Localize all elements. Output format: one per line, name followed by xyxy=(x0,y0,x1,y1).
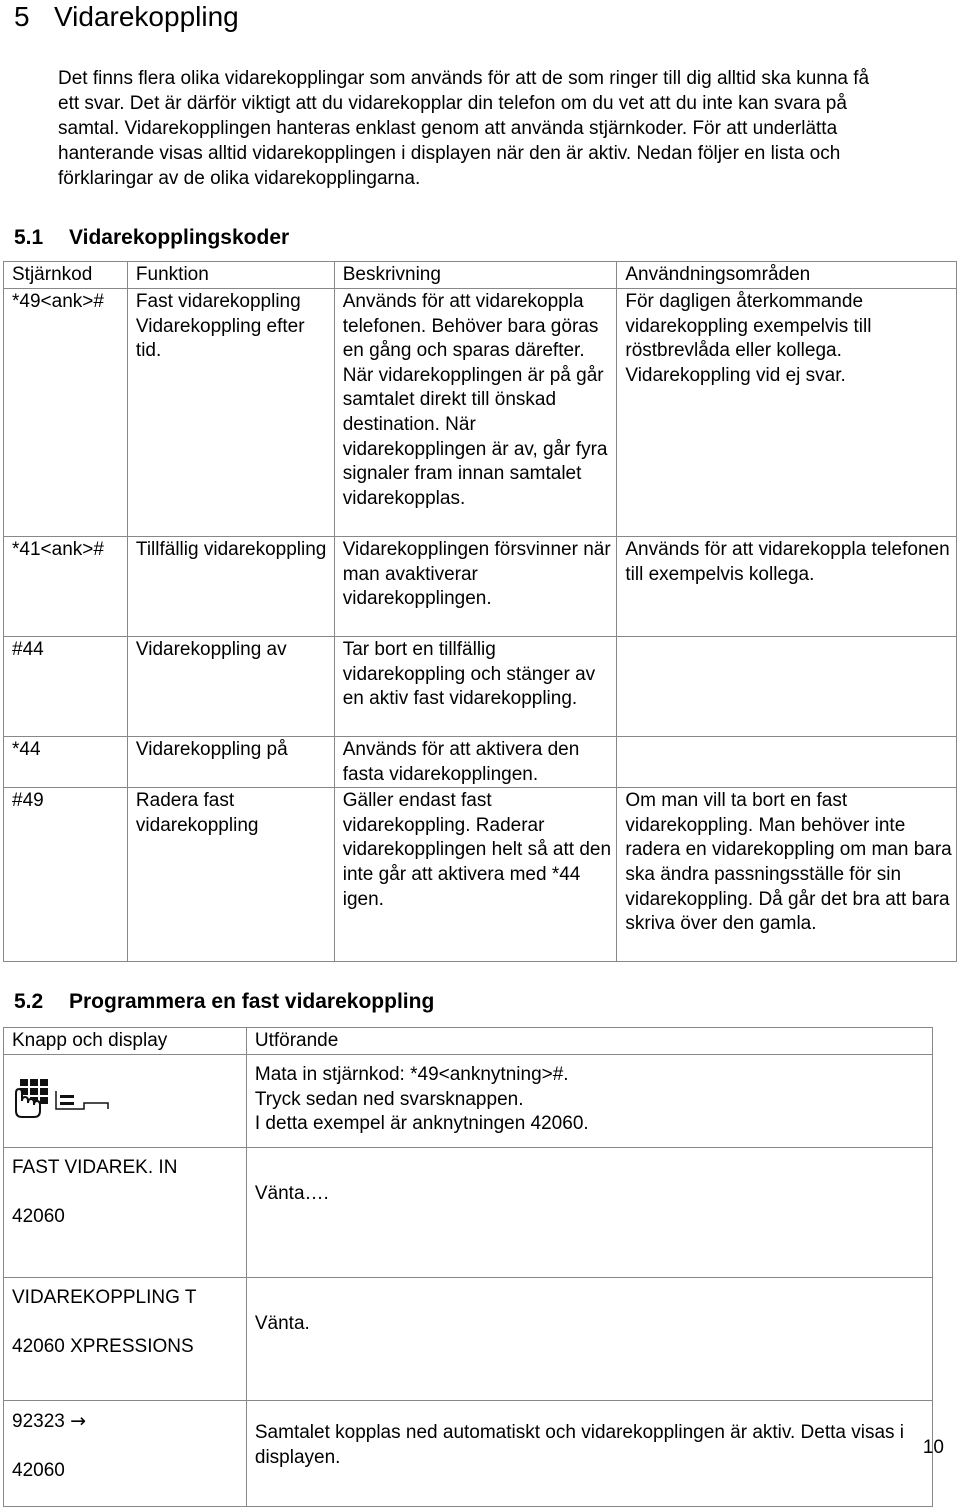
table-row xyxy=(4,1148,933,1278)
page-number: 10 xyxy=(922,1437,944,1458)
action-cell: Vänta. xyxy=(246,1278,932,1401)
header-cell: Stjärnkod xyxy=(4,262,128,289)
description-cell: Vidarekopplingen försvinner när man avaktiverar vidarekopplingen. xyxy=(334,537,617,637)
function-cell: Vidarekoppling av xyxy=(127,637,334,737)
table-row xyxy=(4,537,957,637)
display-line: VIDAREKOPPLING T xyxy=(12,1287,197,1308)
section-number: 5.2 xyxy=(14,990,44,1013)
function-cell: Radera fast vidarekoppling xyxy=(127,788,334,962)
display-line: 42060 xyxy=(12,1459,65,1481)
usage-cell: Om man vill ta bort en fast vidarekoppling. Man behöver inte radera en vidarekoppling om man bara ska ändra passningsställe för sin vidarekoppling. Då går det bra att bara skriva över den gamla. xyxy=(617,788,957,962)
table-row xyxy=(4,1278,933,1401)
code-cell: *41<ank># xyxy=(4,537,128,637)
section-5-heading xyxy=(14,0,239,34)
arrow-right-icon: → xyxy=(70,1410,87,1432)
table-row xyxy=(4,1401,933,1507)
instruction-line: I detta exempel är anknytningen 42060. xyxy=(254,1113,589,1135)
display-line xyxy=(12,1409,246,1435)
usage-cell: För dagligen återkommande vidarekoppling exempelvis till röstbrevlåda eller kollega. Vidarekoppling vid ej svar. xyxy=(617,289,957,537)
section-5-2-heading xyxy=(14,989,434,1015)
function-cell: Vidarekoppling på xyxy=(127,737,334,788)
header-cell: Funktion xyxy=(127,262,334,289)
section-number: 5 xyxy=(14,1,30,32)
header-cell: Beskrivning xyxy=(334,262,617,289)
usage-cell xyxy=(617,637,957,737)
function-cell: Tillfällig vidarekoppling xyxy=(127,537,334,637)
code-cell: *49<ank># xyxy=(4,289,128,537)
table-row xyxy=(4,1055,933,1148)
section-5-1-heading xyxy=(14,225,289,251)
display-line: FAST VIDAREK. IN xyxy=(12,1157,178,1178)
table-row xyxy=(4,788,957,962)
display-line: 42060 XPRESSIONS xyxy=(12,1335,194,1357)
display-number: 92323 xyxy=(12,1411,65,1432)
table-row xyxy=(4,289,957,537)
action-cell: Vänta…. xyxy=(246,1148,932,1278)
display-cell xyxy=(4,1401,247,1507)
program-table xyxy=(3,1027,933,1507)
intro-paragraph: Det finns flera olika vidarekopplingar som används för att de som ringer till dig alltid ska kunna få ett svar. Det är därför viktigt att du vidarekopplar din telefon om du vet att du inte kan svara på samtal. Vidarekopplingen hanteras enklast genom att använda stjärnkoder. För att underlätta hanterande visas alltid vidarekopplingen i displayen när den är aktiv. Nedan följer en lista och förklaringar av de olika vidarekopplingarna. xyxy=(58,68,870,189)
display-cell xyxy=(4,1148,247,1278)
keypad-handset-icon xyxy=(12,1075,246,1127)
function-cell: Fast vidarekoppling Vidarekoppling efter tid. xyxy=(127,289,334,537)
description-cell: Gäller endast fast vidarekoppling. Raderar vidarekopplingen helt så att den inte går att aktivera med *44 igen. xyxy=(334,788,617,962)
table-row xyxy=(4,737,957,788)
code-cell: #44 xyxy=(4,637,128,737)
instruction-line: Mata in stjärnkod: *49<anknytning>#. xyxy=(254,1064,569,1085)
instruction-cell xyxy=(246,1055,932,1148)
section-number: 5.1 xyxy=(14,226,44,249)
description-cell: Tar bort en tillfällig vidarekoppling och stänger av en aktiv fast vidarekoppling. xyxy=(334,637,617,737)
icon-cell xyxy=(4,1055,247,1148)
display-cell xyxy=(4,1278,247,1401)
codes-table xyxy=(3,261,957,962)
usage-cell: Används för att vidarekoppla telefonen till exempelvis kollega. xyxy=(617,537,957,637)
description-cell: Används för att vidarekoppla telefonen. Behöver bara göras en gång och sparas därefter. När vidarekopplingen är på går samtalet direkt till önskad destination. När vidarekopplingen är av, går fyra signaler fram innan samtalet vidarekopplas. xyxy=(334,289,617,537)
table-row xyxy=(4,637,957,737)
usage-cell xyxy=(617,737,957,788)
section-title: Vidarekopplingskoder xyxy=(69,226,290,249)
description-cell: Används för att aktivera den fasta vidarekopplingen. xyxy=(334,737,617,788)
instruction-line: Tryck sedan ned svarsknappen. xyxy=(254,1088,524,1110)
table-header-row xyxy=(4,262,957,289)
display-line: 42060 xyxy=(12,1205,65,1227)
header-cell: Knapp och display xyxy=(4,1028,247,1055)
code-cell: #49 xyxy=(4,788,128,962)
table-header-row xyxy=(4,1028,933,1055)
section-title: Programmera en fast vidarekoppling xyxy=(69,990,435,1013)
header-cell: Utförande xyxy=(246,1028,932,1055)
header-cell: Användningsområden xyxy=(617,262,957,289)
code-cell: *44 xyxy=(4,737,128,788)
action-cell: Samtalet kopplas ned automatiskt och vidarekopplingen är aktiv. Detta visas i displayen. xyxy=(246,1401,932,1507)
section-title: Vidarekoppling xyxy=(54,1,239,32)
